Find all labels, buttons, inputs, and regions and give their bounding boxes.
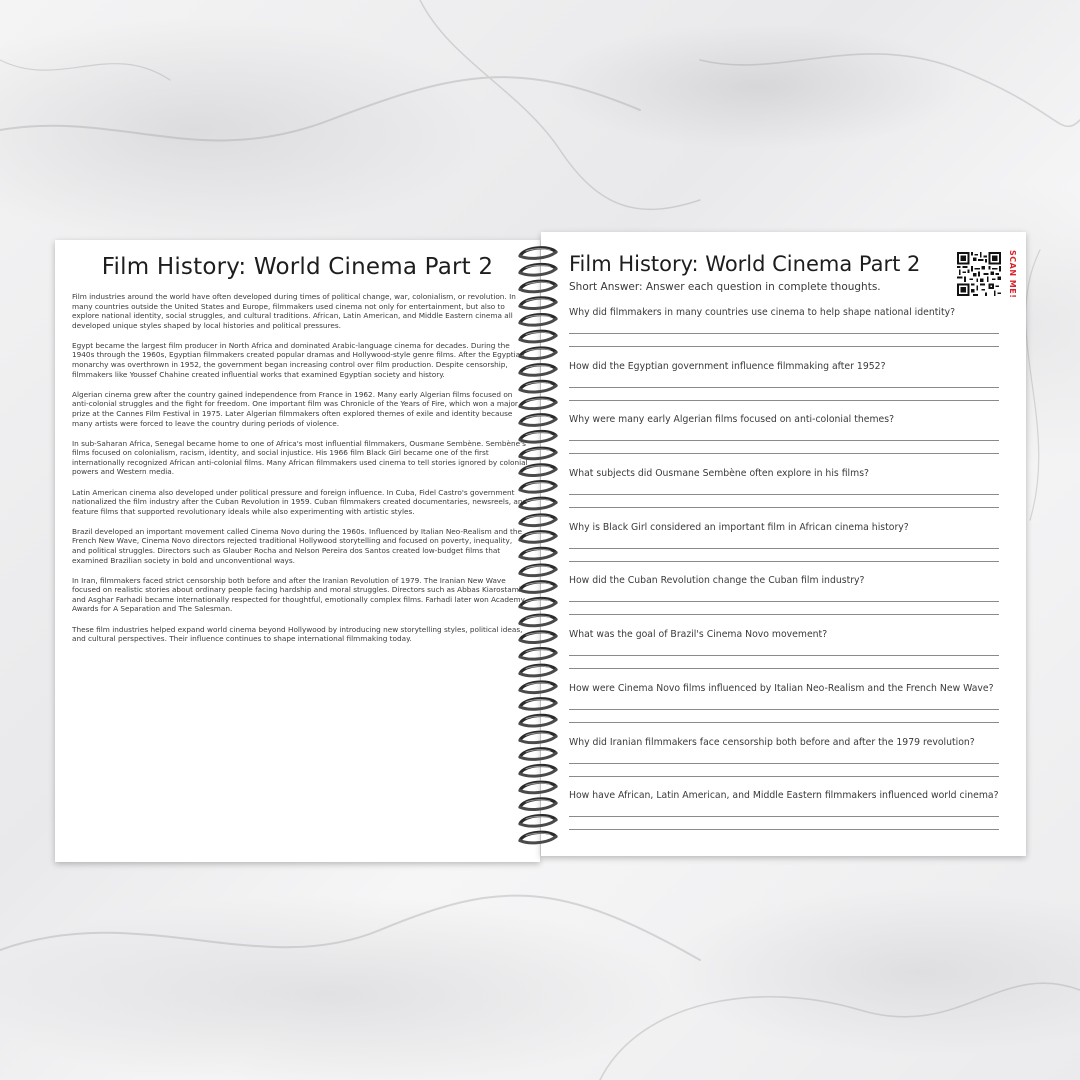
answer-line[interactable] bbox=[569, 764, 999, 777]
paragraph: Algerian cinema grew after the country gained independence from France in 1962. Many early Algerian films focused on anti-colonial struggles and the fight for freedom. One important film was Chronicle of the Years of Fire, which won a major prize at the Cannes Film Festival in 1975. Later Algerian filmmakers often explored themes of exile and identity because many artists were forced to leave the country during periods of violence. bbox=[72, 389, 518, 428]
question-list bbox=[569, 307, 999, 844]
spiral-coil bbox=[520, 598, 556, 609]
spiral-coil bbox=[520, 649, 556, 660]
paragraph: In Iran, filmmakers faced strict censorship both before and after the Iranian Revolution of 1979. The Iranian New Wave focused on realistic stories about ordinary people facing hardship and moral struggles. Directors such as Abbas Kiarostami and Asghar Farhadi became internationally respected for thoughtful, emotionally complex films. Farhadi later won Academy Awards for A Separation and The Salesman. bbox=[72, 575, 525, 614]
spiral-coil bbox=[520, 565, 556, 576]
answer-line[interactable] bbox=[569, 428, 999, 441]
answer-line[interactable] bbox=[569, 536, 999, 549]
question-item bbox=[569, 307, 999, 361]
question-item bbox=[569, 790, 999, 844]
question-text: Why did Iranian filmmakers face censorship both before and after the 1979 revolution? bbox=[569, 736, 975, 748]
answer-line[interactable] bbox=[569, 549, 999, 562]
spiral-coil bbox=[520, 498, 556, 509]
spiral-binding bbox=[510, 238, 566, 860]
answer-line[interactable] bbox=[569, 697, 999, 710]
spiral-coil bbox=[520, 281, 556, 292]
spiral-coil bbox=[520, 782, 556, 793]
question-text: How have African, Latin American, and Middle Eastern filmmakers influenced world cinema? bbox=[569, 790, 999, 802]
answer-line[interactable] bbox=[569, 441, 999, 454]
paragraph: These film industries helped expand world cinema beyond Hollywood by introducing new storytelling styles, political ideas, and cultural perspectives. Their influence continues to shape international filmmaking today. bbox=[72, 624, 523, 644]
question-text: How were Cinema Novo films influenced by Italian Neo-Realism and the French New Wave? bbox=[569, 682, 994, 694]
answer-line[interactable] bbox=[569, 482, 999, 495]
spiral-coil bbox=[520, 816, 556, 827]
spiral-coil bbox=[520, 632, 556, 643]
answer-line[interactable] bbox=[569, 375, 999, 388]
worksheet-instructions: Short Answer: Answer each question in complete thoughts. bbox=[569, 281, 881, 293]
spiral-coil bbox=[520, 799, 556, 810]
spiral-coil bbox=[520, 248, 556, 259]
question-text: Why is Black Girl considered an important film in African cinema history? bbox=[569, 521, 909, 533]
spiral-coil bbox=[520, 682, 556, 693]
worksheet-title: Film History: World Cinema Part 2 bbox=[569, 252, 921, 276]
spiral-coil bbox=[520, 365, 556, 376]
answer-line[interactable] bbox=[569, 334, 999, 347]
spiral-coil bbox=[520, 482, 556, 493]
question-text: What was the goal of Brazil's Cinema Novo movement? bbox=[569, 629, 828, 641]
spiral-coil bbox=[520, 348, 556, 359]
qr-code-icon[interactable] bbox=[957, 252, 1001, 296]
right-page bbox=[541, 232, 1026, 856]
left-page bbox=[55, 240, 540, 862]
spiral-coil bbox=[520, 298, 556, 309]
question-text: How did the Egyptian government influence filmmaking after 1952? bbox=[569, 360, 886, 372]
spiral-coil bbox=[520, 381, 556, 392]
answer-line[interactable] bbox=[569, 751, 999, 764]
paragraph: Latin American cinema also developed under political pressure and foreign influence. In Cuba, Fidel Castro's government nationalized the film industry after the Cuban Revolution in 1959. Cuban filmmakers created documentaries, newsreels, and feature films that supported revolutionary ideals while also experimenting with artistic styles. bbox=[72, 487, 528, 516]
spiral-coil bbox=[520, 715, 556, 726]
spiral-coil bbox=[520, 732, 556, 743]
answer-line[interactable] bbox=[569, 817, 999, 830]
spiral-coil bbox=[520, 515, 556, 526]
question-item bbox=[569, 361, 999, 415]
reading-passage bbox=[72, 292, 528, 654]
answer-line[interactable] bbox=[569, 495, 999, 508]
question-item bbox=[569, 683, 999, 737]
answer-line[interactable] bbox=[569, 643, 999, 656]
question-item bbox=[569, 522, 999, 576]
spiral-coil bbox=[520, 264, 556, 275]
spiral-coil bbox=[520, 615, 556, 626]
spiral-coil bbox=[520, 832, 556, 843]
spiral-coil bbox=[520, 398, 556, 409]
spiral-coil bbox=[520, 665, 556, 676]
question-text: Why did filmmakers in many countries use cinema to help shape national identity? bbox=[569, 307, 956, 318]
answer-line[interactable] bbox=[569, 710, 999, 723]
spiral-coil bbox=[520, 448, 556, 459]
paragraph: Brazil developed an important movement called Cinema Novo during the 1960s. Influenced by Italian Neo-Realism and the French New Wave, Cinema Novo directors rejected traditional Hollywood storytelling and focused on poverty, inequality, and political struggles. Directors such as Glauber Rocha and Nelson Pereira dos Santos created low-budget films that examined Brazilian society in bold and unconventional ways. bbox=[72, 526, 523, 565]
question-item bbox=[569, 468, 999, 522]
paragraph: In sub-Saharan Africa, Senegal became home to one of Africa's most influential filmmakers, Ousmane Sembène. Sembène's films focused on colonialism, racism, identity, and social injustice. His 1966 film Black Girl became one of the first internationally recognized African anti-colonial films. Many African filmmakers used cinema to tell stories ignored by colonial powers and Western media. bbox=[72, 438, 528, 477]
question-item bbox=[569, 737, 999, 791]
question-item bbox=[569, 575, 999, 629]
spiral-coil bbox=[520, 582, 556, 593]
spiral-coil bbox=[520, 548, 556, 559]
question-item bbox=[569, 629, 999, 683]
answer-line[interactable] bbox=[569, 388, 999, 401]
answer-line[interactable] bbox=[569, 602, 999, 615]
spiral-coil bbox=[520, 699, 556, 710]
spiral-coil bbox=[520, 532, 556, 543]
question-text: Why were many early Algerian films focused on anti-colonial themes? bbox=[569, 414, 895, 426]
question-text: What subjects did Ousmane Sembène often explore in his films? bbox=[569, 468, 869, 480]
scan-me-label: SCAN ME! bbox=[1008, 250, 1017, 299]
paragraph: Egypt became the largest film producer in North Africa and dominated Arabic-language cinema for decades. During the 1940s through the 1960s, Egyptian filmmakers created popular dramas and Hollywood-style genre films. After the Egyptian monarchy was overthrown in 1952, the government began increasing control over film production. Despite censorship, filmmakers like Youssef Chahine created influential works that examined Egyptian society and history. bbox=[72, 340, 525, 379]
question-item bbox=[569, 414, 999, 468]
answer-line[interactable] bbox=[569, 804, 999, 817]
spiral-coil bbox=[520, 415, 556, 426]
spiral-coil bbox=[520, 749, 556, 760]
spiral-coil bbox=[520, 315, 556, 326]
question-text: How did the Cuban Revolution change the Cuban film industry? bbox=[569, 575, 865, 587]
page-title: Film History: World Cinema Part 2 bbox=[101, 254, 494, 280]
paragraph: Film industries around the world have often developed during times of political change, war, colonialism, or revolution. In many countries outside the United States and Europe, filmmakers used cinema not only for entertainment, but also to explore national identity, social struggles, and cultural traditions. African, Latin American, and Middle Eastern cinema all developed unique styles shaped by local histories and political pressures. bbox=[72, 292, 516, 330]
spiral-coil bbox=[520, 765, 556, 776]
spiral-coil bbox=[520, 431, 556, 442]
spiral-coil bbox=[520, 465, 556, 476]
spiral-coil bbox=[520, 331, 556, 342]
answer-line[interactable] bbox=[569, 589, 999, 602]
answer-line[interactable] bbox=[569, 656, 999, 669]
answer-line[interactable] bbox=[569, 321, 999, 334]
